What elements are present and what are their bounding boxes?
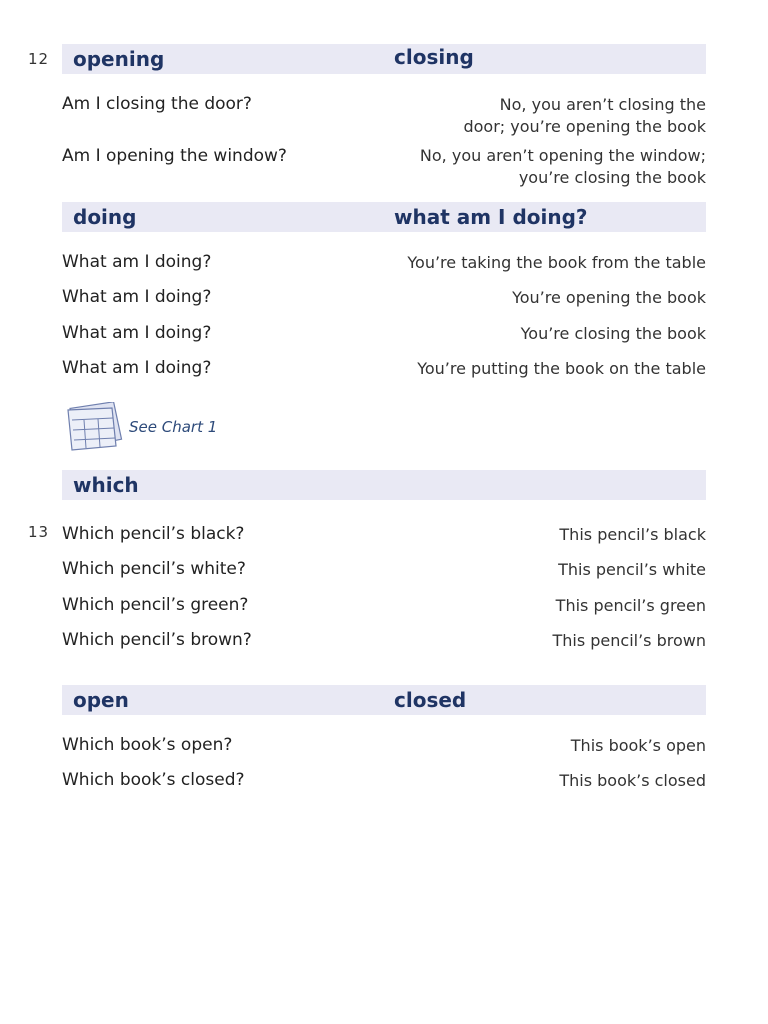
answer: This pencil’s green <box>555 596 706 615</box>
answer <box>420 145 706 189</box>
heading-right: closed <box>394 688 467 712</box>
heading-right: closing <box>394 45 474 69</box>
section-number: 12 <box>28 50 50 68</box>
answer <box>463 94 706 138</box>
answer: This book’s closed <box>559 771 706 790</box>
question: What am I doing? <box>62 252 212 272</box>
answer: You’re putting the book on the table <box>417 359 706 378</box>
heading-left: which <box>73 473 139 497</box>
heading-right: what am I doing? <box>394 205 588 229</box>
answer: This book’s open <box>570 736 706 755</box>
answer-line: you’re closing the book <box>518 168 706 187</box>
heading-left: open <box>73 688 129 712</box>
question: Which pencil’s black? <box>62 524 245 544</box>
question: Which pencil’s green? <box>62 595 249 615</box>
question: Am I opening the window? <box>62 146 287 166</box>
answer-line: No, you aren’t closing the <box>499 95 706 114</box>
heading-band <box>62 44 706 74</box>
answer: You’re closing the book <box>520 324 706 343</box>
section-number: 13 <box>28 523 50 541</box>
heading-band <box>62 202 706 232</box>
chart-sheets-icon <box>64 402 124 454</box>
heading-left: doing <box>73 205 137 229</box>
question: What am I doing? <box>62 358 212 378</box>
question: What am I doing? <box>62 287 212 307</box>
answer: This pencil’s white <box>558 560 706 579</box>
heading-band <box>62 470 706 500</box>
question: Which pencil’s brown? <box>62 630 252 650</box>
question: Which book’s closed? <box>62 770 245 790</box>
question: Which book’s open? <box>62 735 233 755</box>
chart-reference[interactable] <box>64 400 264 456</box>
answer: You’re taking the book from the table <box>407 253 706 272</box>
answer: This pencil’s brown <box>552 631 706 650</box>
question: Which pencil’s white? <box>62 559 246 579</box>
answer: This pencil’s black <box>559 525 706 544</box>
question: Am I closing the door? <box>62 94 252 114</box>
question: What am I doing? <box>62 323 212 343</box>
chart-reference-label: See Chart 1 <box>129 418 218 436</box>
heading-band <box>62 685 706 715</box>
answer-line: No, you aren’t opening the window; <box>419 146 706 165</box>
answer-line: door; you’re opening the book <box>463 117 706 136</box>
heading-left: opening <box>73 47 165 71</box>
answer: You’re opening the book <box>512 288 706 307</box>
